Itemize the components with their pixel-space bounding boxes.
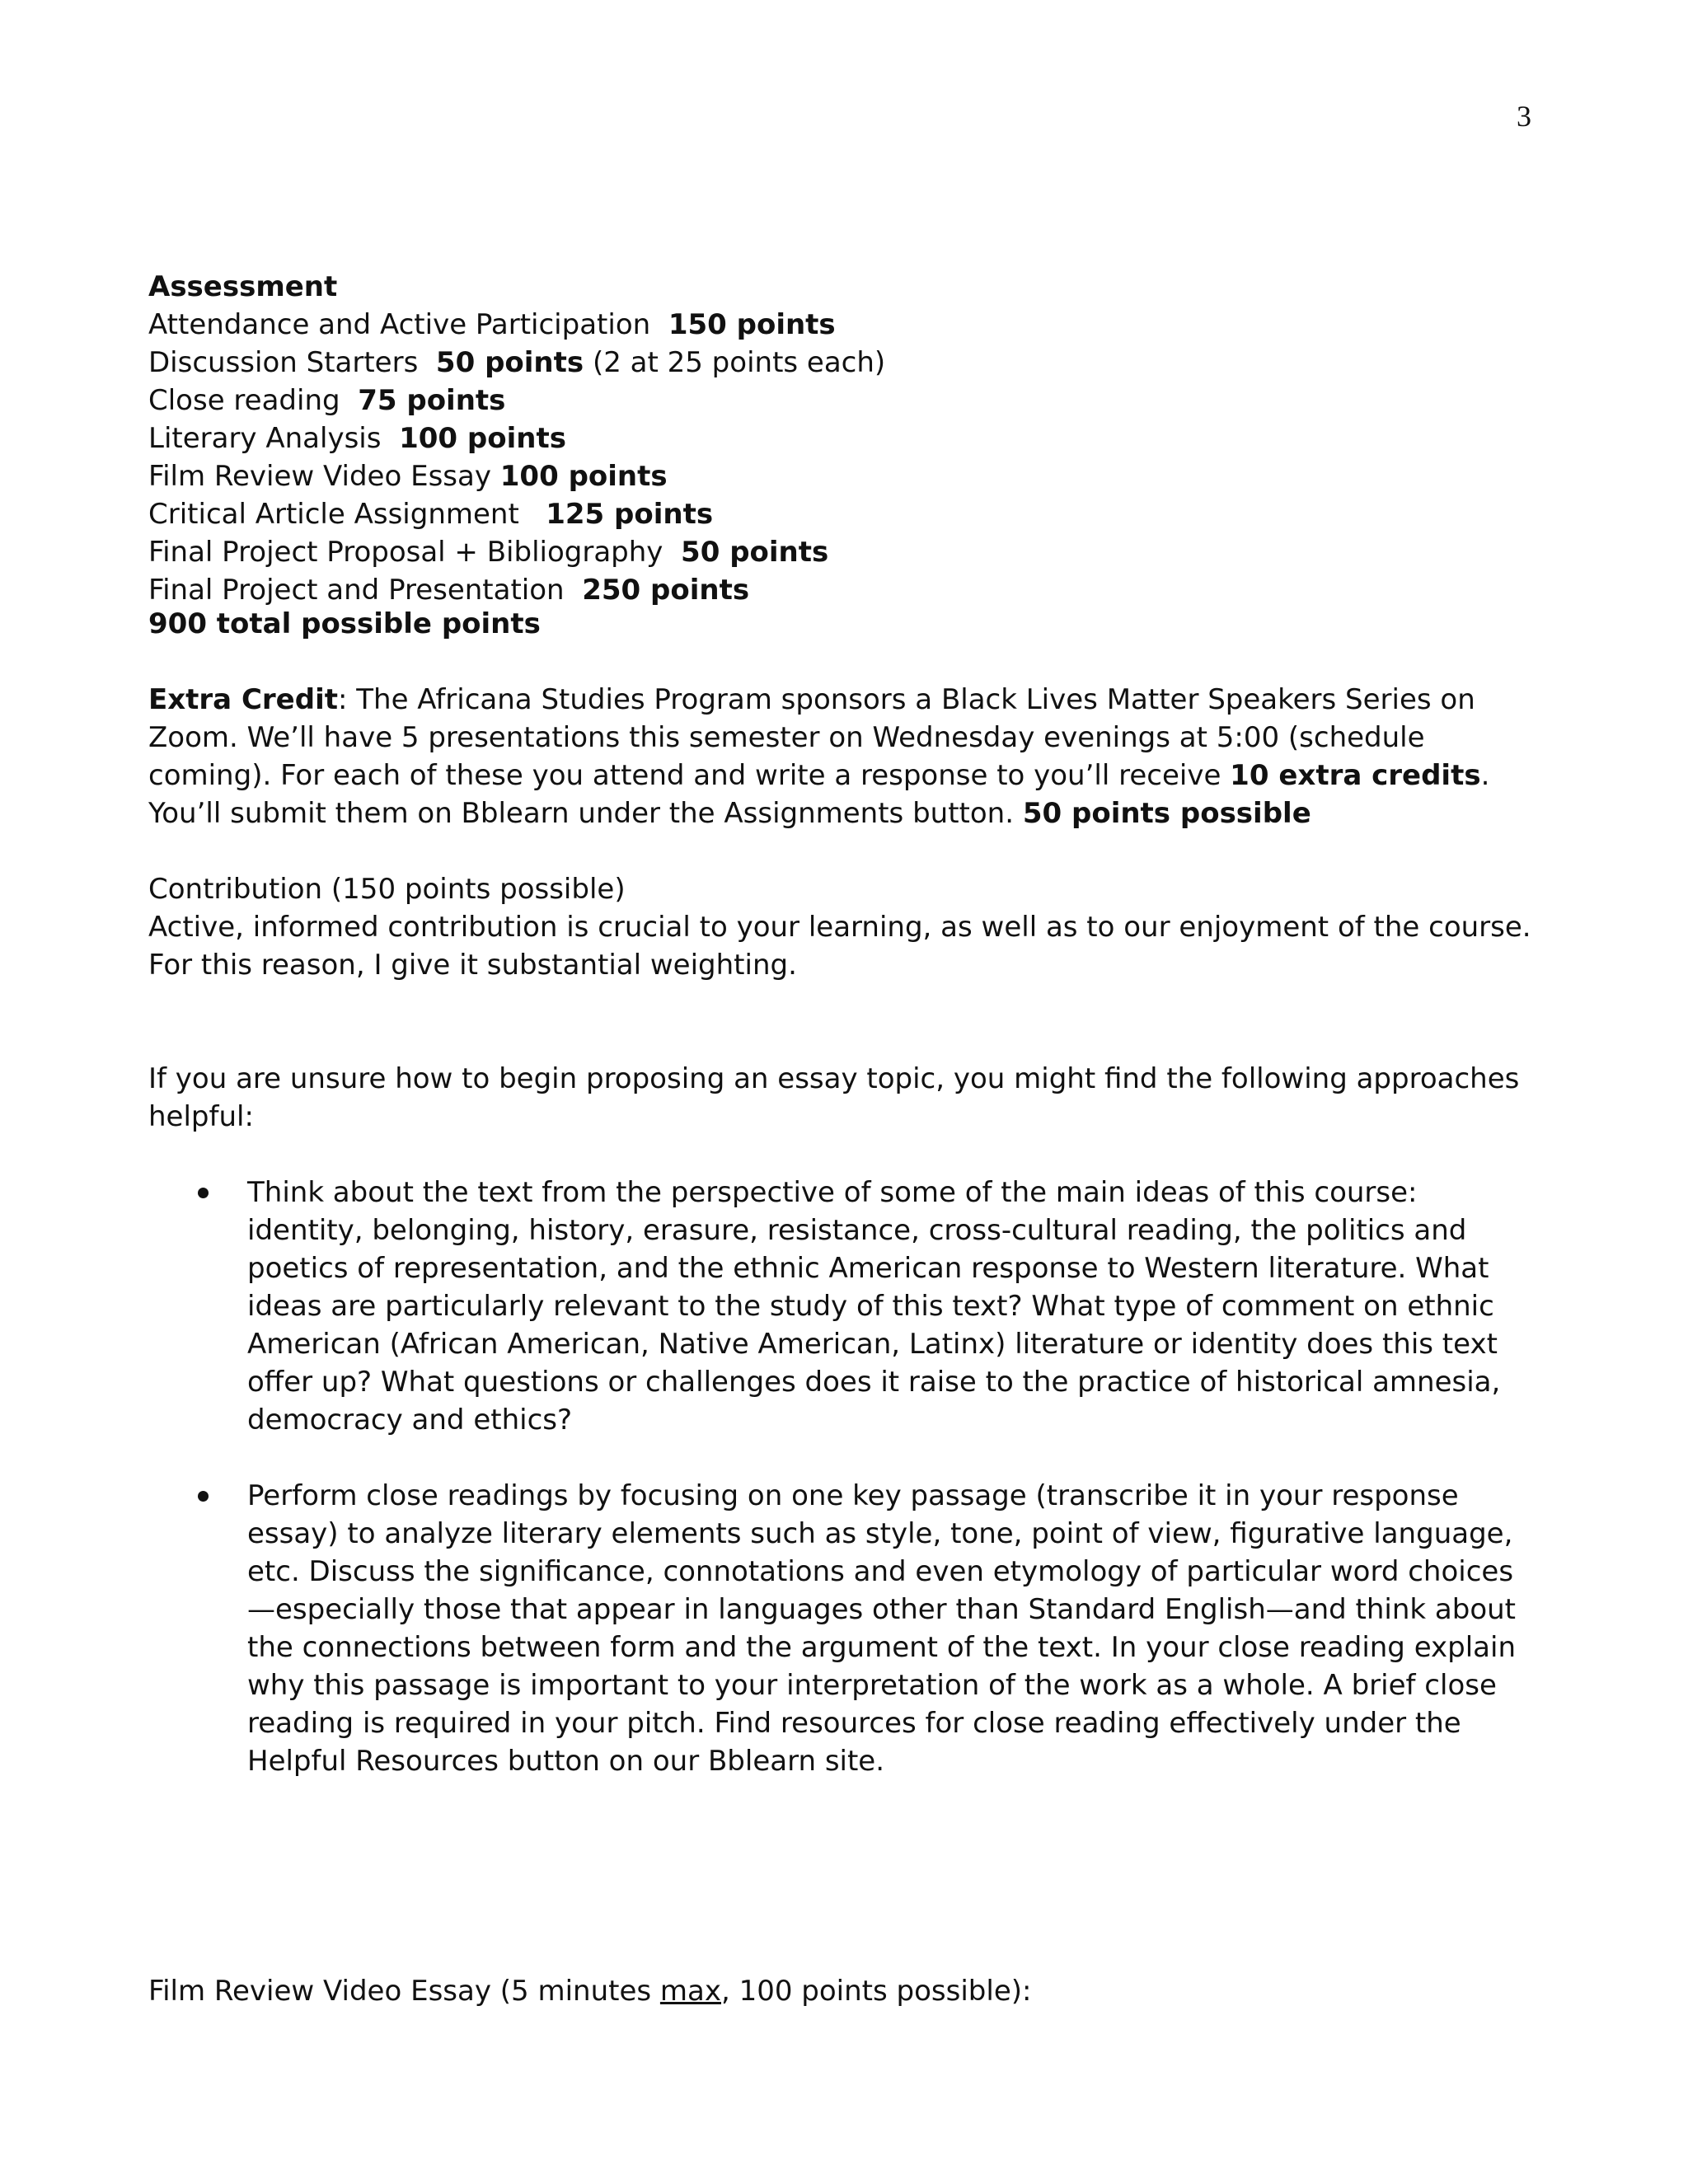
extra-credit-label: Extra Credit [148, 683, 338, 716]
assessment-item-label: Attendance and Active Participation [148, 308, 651, 341]
assessment-heading: Assessment [148, 270, 338, 303]
contribution-title: Contribution (150 points possible) [148, 873, 626, 906]
assessment-item-label: Critical Article Assignment [148, 498, 519, 531]
assessment-item-label: Close reading [148, 384, 340, 417]
assessment-item [148, 419, 1533, 457]
list-item [148, 1174, 1533, 1439]
list-item [148, 1477, 1533, 1780]
assessment-item-label: Literary Analysis [148, 422, 382, 455]
assessment-item-points: 75 points [358, 384, 506, 417]
assessment-item-points: 150 points [668, 308, 836, 341]
list-item-text: Think about the text from the perspective of some of the main ideas of this course: identity, belonging, history, erasure, resistance, cross-cultural reading, the politics and poetics of representation, and the ethnic American response to Western literature. What ideas are particularly relevant to the study of this text? What type of comment on ethnic American (African American, Native American, Latinx) literature or identity does this text offer up? What questions or challenges does it raise to the practice of historical amnesia, democracy and ethics? [247, 1176, 1501, 1436]
assessment-item-label: Film Review Video Essay [148, 460, 491, 493]
film-review-max: max [659, 1975, 721, 2008]
assessment-item-points: 100 points [499, 460, 668, 493]
bullet-icon [198, 1188, 209, 1198]
assessment-total: 900 total possible points [148, 607, 541, 640]
contribution-body: Active, informed contribution is crucial to your learning, as well as to our enjoyment of the course. For this reason, I give it substantial weighting. [148, 911, 1531, 982]
approaches-list [148, 1174, 1533, 1780]
assessment-item-label: Final Project and Presentation [148, 574, 565, 607]
assessment-item-points: 100 points [399, 422, 566, 455]
list-item-text: Perform close readings by focusing on one key passage (transcribe it in your response essay) to analyze literary elements such as style, tone, point of view, figurative language, etc. Discuss the significance, connotations and even etymology of particular word choices—especially those that appear in languages other than Standard English—and think about the connections between form and the argument of the text. In your close reading explain why this passage is important to your interpretation of the work as a whole. A brief close reading is required in your pitch. Find resources for close reading effectively under the Helpful Resources button on our Bblearn site. [247, 1479, 1517, 1778]
extra-credit-amount: 10 extra credits [1230, 759, 1481, 792]
assessment-item-points: 125 points [546, 498, 714, 531]
assessment-item [148, 382, 1533, 419]
document-body [148, 268, 1533, 1780]
film-review-prefix: Film Review Video Essay (5 minutes [148, 1975, 660, 2008]
essay-intro: If you are unsure how to begin proposing an essay topic, you might find the following approaches helpful: [148, 1062, 1520, 1133]
assessment-item [148, 306, 1533, 344]
bullet-icon [198, 1491, 209, 1502]
extra-credit-paragraph [148, 681, 1533, 832]
assessment-item [148, 344, 1533, 382]
assessment-item-note: (2 at 25 points each) [592, 346, 886, 379]
film-review-suffix: , 100 points possible): [720, 1975, 1032, 2008]
extra-credit-text: : The Africana Studies Program sponsors a Black Lives Matter Speakers Series on Zoom. We’ll have 5 presentations this semester on Wednesday evenings at 5:00 (schedule coming). For each of these you attend and write a response to you’ll receive [148, 683, 1475, 792]
assessment-item-label: Final Project Proposal + Bibliography [148, 536, 663, 569]
assessment-item-label: Discussion Starters [148, 346, 419, 379]
assessment-item-points: 50 points [435, 346, 584, 379]
assessment-item [148, 571, 1533, 609]
extra-credit-text: . You’ll submit them on Bblearn under the Assignments button. [148, 759, 1490, 830]
extra-credit-total: 50 points possible [1022, 797, 1311, 830]
film-review-heading [148, 1972, 1031, 2010]
assessment-item-points: 250 points [582, 574, 750, 607]
assessment-item [148, 495, 1533, 533]
assessment-item [148, 457, 1533, 495]
assessment-item-points: 50 points [681, 536, 829, 569]
page-number: 3 [1517, 100, 1531, 133]
assessment-item [148, 533, 1533, 571]
